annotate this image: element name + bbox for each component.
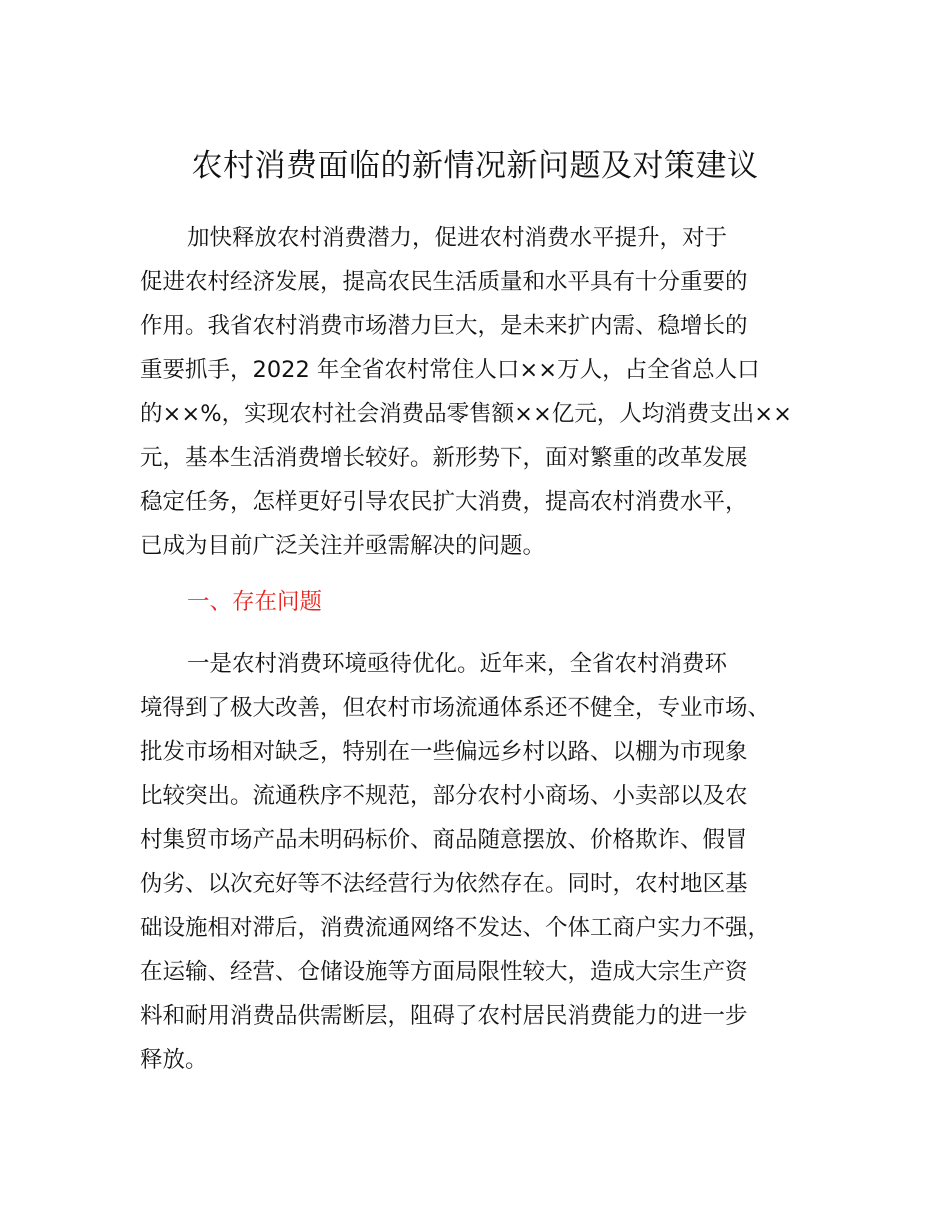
paragraph-line: 村集贸市场产品未明码标价、商品随意摆放、价格欺诈、假冒 [140, 827, 748, 853]
paragraph-line: 的××%，实现农村社会消费品零售额××亿元，人均消费支出×× [140, 401, 792, 427]
paragraph-line: 在运输、经营、仓储设施等方面局限性较大，造成大宗生产资 [140, 959, 748, 985]
paragraph-line: 促进农村经济发展，提高农民生活质量和水平具有十分重要的 [140, 269, 748, 295]
paragraph-line: 已成为目前广泛关注并亟需解决的问题。 [140, 533, 546, 559]
paragraph-line: 元，基本生活消费增长较好。新形势下，面对繁重的改革发展 [140, 445, 748, 471]
document-title: 农村消费面临的新情况新问题及对策建议 [191, 148, 759, 184]
paragraph-line: 料和耐用消费品供需断层，阻碍了农村居民消费能力的进一步 [140, 1003, 748, 1029]
paragraph-line: 批发市场相对缺乏，特别在一些偏远乡村以路、以棚为市现象 [140, 739, 748, 765]
paragraph-line: 境得到了极大改善，但农村市场流通体系还不健全，专业市场、 [140, 695, 771, 721]
section-heading: 一、存在问题 [187, 589, 323, 615]
paragraph-line: 作用。我省农村消费市场潜力巨大，是未来扩内需、稳增长的 [140, 313, 748, 339]
paragraph-line: 释放。 [140, 1047, 208, 1073]
body-paragraph [140, 642, 770, 1082]
paragraph-line: 重要抓手，2022 年全省农村常住人口××万人，占全省总人口 [140, 357, 760, 383]
intro-paragraph [140, 216, 792, 568]
paragraph-line: 一是农村消费环境亟待优化。近年来，全省农村消费环 [187, 651, 728, 677]
paragraph-line: 稳定任务，怎样更好引导农民扩大消费，提高农村消费水平， [140, 489, 748, 515]
paragraph-line: 伪劣、以次充好等不法经营行为依然存在。同时，农村地区基 [140, 871, 748, 897]
paragraph-line: 加快释放农村消费潜力，促进农村消费水平提升，对于 [187, 225, 728, 251]
paragraph-line: 比较突出。流通秩序不规范，部分农村小商场、小卖部以及农 [140, 783, 748, 809]
paragraph-line: 础设施相对滞后，消费流通网络不发达、个体工商户实力不强， [140, 915, 771, 941]
